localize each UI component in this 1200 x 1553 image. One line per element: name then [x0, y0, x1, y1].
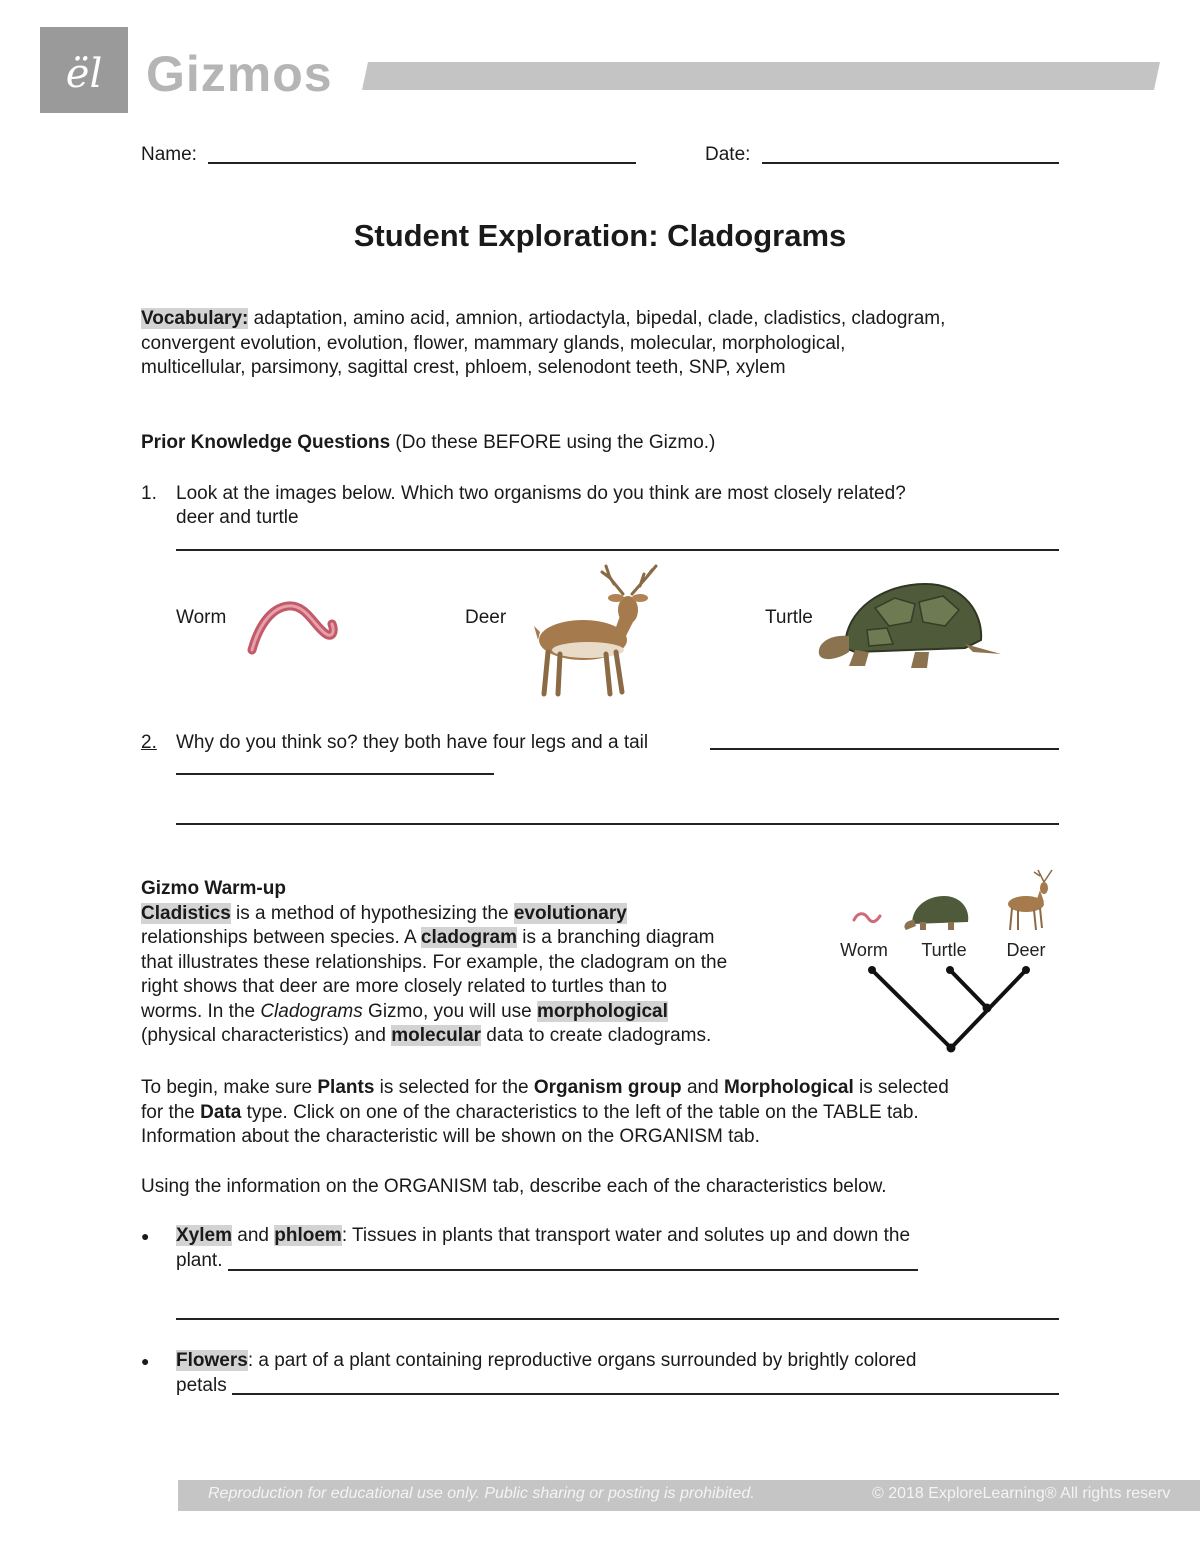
instruction-text: To begin, make sure: [141, 1077, 318, 1098]
answer-line[interactable]: [228, 1269, 918, 1271]
term-cladistics: Cladistics: [141, 902, 231, 924]
option-data: Data: [200, 1101, 242, 1123]
instruction-text: type. Click on one of the characteristics to the left of the table on the TABLE tab.: [241, 1101, 919, 1123]
bullet-answer[interactable]: : a part of a plant containing reproductive organs surrounded by brightly colored: [247, 1350, 917, 1371]
vocabulary-block: [141, 307, 1061, 381]
answer-line[interactable]: [710, 748, 1059, 750]
question-1-number: 1.: [141, 483, 157, 504]
mini-turtle-icon: [904, 896, 968, 930]
clado-label-deer: Deer: [1006, 940, 1046, 960]
footer-notice: Reproduction for educational use only. Public sharing or posting is prohibited.: [208, 1485, 755, 1502]
bullet-text: and: [231, 1225, 275, 1246]
explorelearning-logo: [40, 27, 128, 113]
instruction-text: and: [681, 1077, 724, 1098]
header-bar: [362, 62, 1160, 90]
cladogram-nodes: [868, 966, 1030, 1053]
vocabulary-line: multicellular, parsimony, sagittal crest, phloem, selenodont teeth, SNP, xylem: [141, 357, 786, 378]
term-xylem: Xylem: [176, 1225, 232, 1246]
prior-knowledge-note: (Do these BEFORE using the Gizmo.): [390, 432, 716, 453]
answer-line[interactable]: [176, 823, 1059, 825]
bullet-icon: ●: [141, 1353, 150, 1369]
date-field[interactable]: [762, 162, 1059, 164]
vocabulary-line: convergent evolution, evolution, flower, mammary glands, molecular, morphological,: [141, 332, 846, 354]
question-1-answer[interactable]: deer and turtle: [176, 507, 299, 528]
mini-worm-icon: [854, 914, 880, 922]
instruction-text: for the: [141, 1101, 201, 1123]
worm-icon: [240, 598, 340, 658]
bullet-flowers: [176, 1349, 1056, 1398]
answer-line[interactable]: [176, 549, 1059, 551]
vocabulary-line: adaptation, amino acid, amnion, artiodactyla, bipedal, clade, cladistics, cladogram,: [248, 308, 946, 329]
organism-label-worm: Worm: [176, 607, 227, 628]
organism-label-turtle: Turtle: [765, 607, 813, 628]
clado-label-turtle: Turtle: [921, 940, 967, 960]
instruction-text: is selected: [853, 1077, 949, 1098]
warmup-heading: Gizmo Warm-up: [141, 878, 286, 899]
footer-bar: [178, 1480, 1200, 1511]
instruction-text: Information about the characteristic will be shown on the ORGANISM tab.: [141, 1126, 760, 1147]
cladogram-diagram: [836, 862, 1066, 1062]
answer-line[interactable]: [176, 1318, 1059, 1320]
prior-knowledge-heading: [141, 431, 1061, 456]
bullet-icon: ●: [141, 1228, 150, 1244]
term-cladogram: cladogram: [420, 927, 517, 948]
warmup-text: is a branching diagram: [517, 927, 715, 948]
cladogram-branches: [872, 970, 1026, 1048]
option-morphological: Morphological: [723, 1077, 854, 1098]
page-title: Student Exploration: Cladograms: [353, 218, 847, 253]
answer-line[interactable]: [232, 1393, 1059, 1395]
organism-label-deer: Deer: [465, 607, 507, 628]
term-flowers: Flowers: [176, 1350, 248, 1371]
term-molecular: molecular: [391, 1025, 482, 1046]
gizmos-brand: Gizmos: [146, 46, 333, 102]
turtle-icon: [815, 578, 1005, 670]
svg-text:ël: ël: [65, 51, 103, 97]
warmup-text: worms. In the: [141, 1000, 261, 1022]
bullet-answer-cont[interactable]: petals: [176, 1374, 227, 1396]
warmup-text: relationships between species. A: [141, 927, 421, 948]
warmup-block: [141, 877, 821, 1049]
instruction-text: is selected for the: [374, 1077, 534, 1098]
option-organism-group: Organism group: [533, 1077, 682, 1098]
warmup-text: (physical characteristics) and: [141, 1025, 392, 1046]
clado-label-worm: Worm: [840, 940, 888, 960]
deer-icon: [528, 560, 663, 700]
answer-line[interactable]: [176, 773, 494, 775]
name-field[interactable]: [208, 162, 636, 164]
term-evolutionary: evolutionary: [513, 902, 627, 924]
vocabulary-label: Vocabulary:: [141, 308, 249, 329]
warmup-text: right shows that deer are more closely related to turtles than to: [141, 976, 667, 997]
warmup-text: data to create cladograms.: [481, 1025, 712, 1046]
bullet-xylem-phloem: [176, 1224, 1056, 1273]
gizmo-name: Cladograms: [260, 1000, 363, 1022]
question-2-number: 2.: [141, 732, 157, 753]
term-phloem: phloem: [274, 1225, 342, 1246]
logo-mark-icon: [40, 27, 128, 113]
warmup-text: that illustrates these relationships. For example, the cladogram on the: [141, 951, 728, 973]
bullet-answer[interactable]: : Tissues in plants that transport water and solutes up and down the: [341, 1225, 911, 1246]
name-label: Name:: [141, 144, 197, 165]
warmup-text: Gizmo, you will use: [362, 1000, 537, 1022]
mini-deer-icon: [1008, 870, 1052, 930]
prior-knowledge-title: Prior Knowledge Questions: [141, 432, 391, 453]
date-label: Date:: [705, 144, 751, 165]
option-plants: Plants: [317, 1077, 375, 1098]
term-morphological: morphological: [537, 1000, 668, 1022]
bullet-answer-cont[interactable]: plant.: [176, 1249, 223, 1271]
describe-instruction: Using the information on the ORGANISM tab, describe each of the characteristics below.: [141, 1176, 887, 1197]
footer-copyright: © 2018 ExploreLearning® All rights reserv: [872, 1485, 1171, 1502]
question-1-text: Look at the images below. Which two organisms do you think are most closely related?: [176, 483, 906, 504]
question-2-text[interactable]: Why do you think so? they both have four legs and a tail: [176, 732, 649, 753]
warmup-text: is a method of hypothesizing the: [230, 902, 514, 924]
instructions-block: [141, 1076, 1061, 1150]
